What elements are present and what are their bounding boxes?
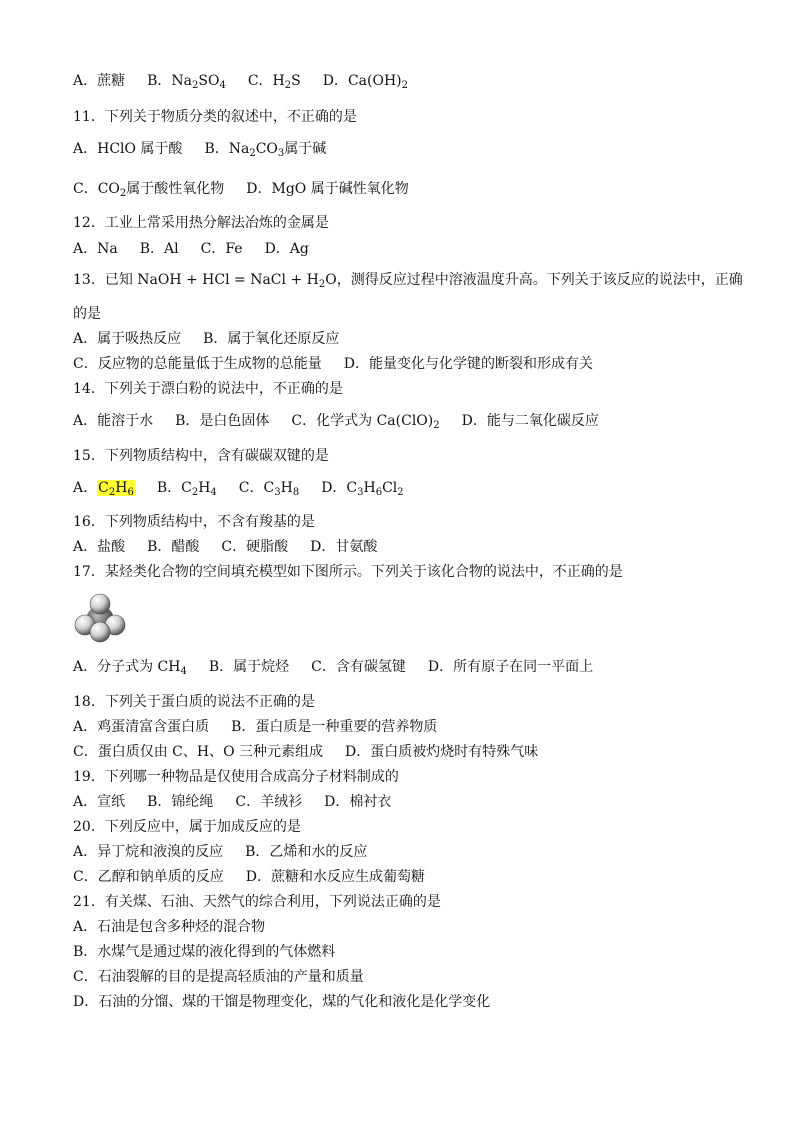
answer-option: A．属于吸热反应	[73, 331, 182, 347]
question-text: 17．某烃类化合物的空间填充模型如下图所示。下列关于该化合物的说法中，不正确的是	[73, 564, 623, 580]
answer-option: C．反应物的总能量低于生成物的总能量	[73, 356, 322, 372]
answer-option: C．$H_2S$	[247, 73, 301, 91]
question-text: 12．工业上常采用热分解法冶炼的金属是	[73, 215, 329, 231]
answer-option: D．甘氨酸	[310, 539, 378, 555]
answer-option: B．锦纶绳	[147, 794, 214, 810]
question-text: D．石油的分馏、煤的干馏是物理变化，煤的气化和液化是化学变化	[73, 994, 491, 1010]
question-text: B．水煤气是通过煤的液化得到的气体燃料	[73, 944, 336, 960]
answer-option: D．能量变化与化学键的断裂和形成有关	[343, 356, 593, 372]
answer-option: A．宣纸	[73, 794, 126, 810]
question-text: 14．下列关于漂白粉的说法中，不正确的是	[73, 381, 343, 397]
answer-option: D．所有原子在同一平面上	[427, 659, 594, 675]
question-text: 13．已知 NaOH + HCl = NaCl + $H_2O$，测得反应过程中溶液温度升高。下列关于该反应的说法中，正确	[73, 272, 743, 290]
question-text: 18．下列关于蛋白质的说法不正确的是	[73, 694, 315, 710]
answer-option: D．蛋白质被灼烧时有特殊气味	[345, 744, 539, 760]
answer-option: A．鸡蛋清富含蛋白质	[73, 719, 210, 735]
answer-option: B．$Na_2CO_3$属于碱	[204, 141, 327, 159]
answer-option: C．含有碳氢键	[311, 659, 406, 675]
question-text: A．石油是包含多种烃的混合物	[73, 919, 266, 935]
question-text: 11．下列关于物质分类的叙述中，不正确的是	[73, 109, 357, 125]
option-row	[73, 718, 437, 736]
option-row	[73, 743, 538, 761]
answer-option: B．$C_2H_4$	[156, 480, 217, 498]
question-text: 19．下列哪一种物品是仅使用合成高分子材料制成的	[73, 769, 399, 785]
answer-option: A．分子式为 $CH_4$	[73, 659, 187, 677]
answer-option: A．能溶于水	[73, 413, 154, 429]
answer-option: D．$C_3H_6Cl_2$	[321, 480, 404, 498]
answer-option: B．属于氧化还原反应	[203, 331, 340, 347]
answer-option: A．异丁烷和液溴的反应	[73, 844, 224, 860]
answer-option: C．蛋白质仅由 C、H、O 三种元素组成	[73, 744, 324, 760]
answer-option: D．能与二氧化碳反应	[461, 413, 599, 429]
option-row	[73, 843, 367, 861]
answer-option: A．$C_2H_6$	[73, 480, 134, 498]
answer-option: B．$Na_2SO_4$	[147, 73, 226, 91]
answer-option: C．化学式为 $Ca(ClO)_2$	[291, 413, 440, 431]
option-row	[73, 658, 593, 676]
question-text: 16．下列物质结构中，不含有羧基的是	[73, 514, 315, 530]
answer-option: B．属于烷烃	[208, 659, 290, 675]
answer-option: D．蔗糖和水反应生成葡萄糖	[245, 869, 425, 885]
option-row	[73, 538, 377, 556]
answer-option: D．MgO 属于碱性氧化物	[246, 181, 409, 197]
answer-option: D．棉衬衣	[324, 794, 392, 810]
answer-option: B．Al	[139, 241, 179, 257]
option-row	[73, 240, 309, 258]
answer-option: D．Ag	[264, 241, 309, 257]
option-row	[73, 793, 391, 811]
question-text: 20．下列反应中，属于加成反应的是	[73, 819, 301, 835]
answer-option: B．乙烯和水的反应	[245, 844, 368, 860]
answer-option: A．蔗糖	[73, 73, 126, 89]
option-row	[73, 72, 408, 90]
answer-option: C．乙醇和钠单质的反应	[73, 869, 224, 885]
answer-option: A．HClO 属于酸	[73, 141, 183, 157]
methane-space-filling-model-image	[73, 592, 127, 644]
option-row	[73, 180, 409, 198]
option-row	[73, 330, 339, 348]
option-row	[73, 868, 425, 886]
answer-option: A．Na	[73, 241, 118, 257]
answer-option: C．Fe	[200, 241, 243, 257]
question-text: 15．下列物质结构中，含有碳碳双键的是	[73, 448, 329, 464]
answer-option: B．是白色固体	[175, 413, 270, 429]
answer-option: C．$C_3H_8$	[238, 480, 300, 498]
answer-option: B．醋酸	[147, 539, 200, 555]
option-row	[73, 479, 404, 497]
option-row	[73, 412, 599, 430]
question-text: 的是	[73, 306, 101, 322]
answer-option: C．羊绒衫	[235, 794, 303, 810]
question-text: 21．有关煤、石油、天然气的综合利用，下列说法正确的是	[73, 894, 441, 910]
answer-option: C．$CO_2$属于酸性氧化物	[73, 181, 225, 199]
option-row	[73, 355, 593, 373]
option-row	[73, 140, 326, 158]
answer-option: B．蛋白质是一种重要的营养物质	[231, 719, 438, 735]
answer-option: A．盐酸	[73, 539, 126, 555]
answer-option: C．硬脂酸	[221, 539, 289, 555]
question-text: C．石油裂解的目的是提高轻质油的产量和质量	[73, 969, 364, 985]
answer-option: D．$Ca(OH)_2$	[322, 73, 409, 91]
